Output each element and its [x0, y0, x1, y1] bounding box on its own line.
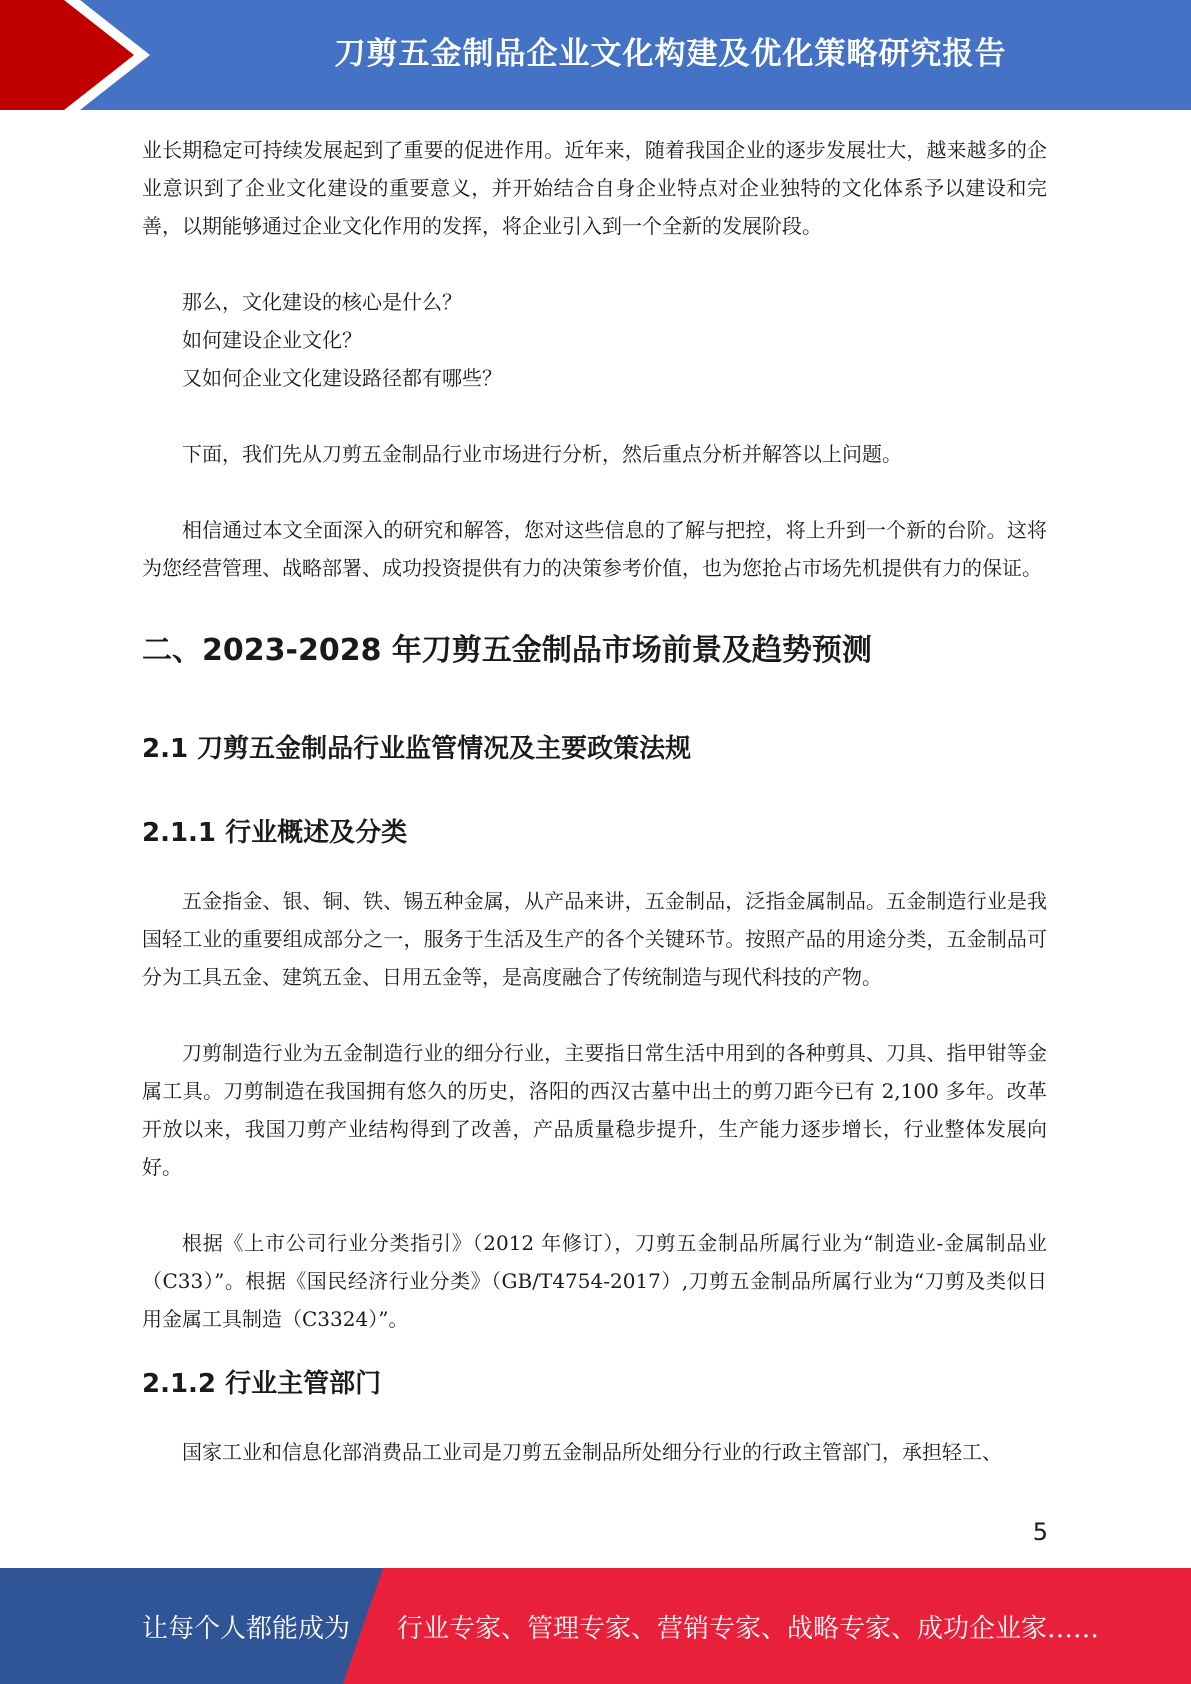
paragraph-wujin: 五金指金、银、铜、铁、锡五种金属，从产品来讲，五金制品，泛指金属制品。五金制造行业是我国轻工业的重要组成部分之一，服务于生活及生产的各个关键环节。按照产品的用途分类，五金制品可分为工具五金、建筑五金、日用五金等，是高度融合了传统制造与现代科技的产物。 — [142, 889, 1047, 989]
paragraph-believe: 相信通过本文全面深入的研究和解答，您对这些信息的了解与把控，将上升到一个新的台阶。这将为您经营管理、战略部署、成功投资提供有力的决策参考价值，也为您抢占市场先机提供有力的保证。 — [142, 518, 1047, 580]
section-2-1-heading: 2.1 刀剪五金制品行业监管情况及主要政策法规 — [142, 734, 692, 764]
section-2-1-1-heading: 2.1.1 行业概述及分类 — [142, 818, 408, 848]
footer-slogan-right: 行业专家、管理专家、营销专家、战略专家、成功企业家…… — [397, 1613, 1100, 1644]
paragraph-daojian: 刀剪制造行业为五金制造行业的细分行业，主要指日常生活中用到的各种剪具、刀具、指甲钳等金属工具。刀剪制造在我国拥有悠久的历史，洛阳的西汉古墓中出土的剪刀距今已有 2,100 多年。改革开放以来，我国刀剪产业结构得到了改善，产品质量稳步提升，生产能力逐步增长，行业整体发展向好。 — [142, 1041, 1047, 1179]
header-title: 刀剪五金制品企业文化构建及优化策略研究报告 — [334, 35, 1007, 72]
intro-paragraph: 业长期稳定可持续发展起到了重要的促进作用。近年来，随着我国企业的逐步发展壮大，越来越多的企业意识到了企业文化建设的重要意义，并开始结合自身企业特点对企业独特的文化体系予以建设和完善，以期能够通过企业文化作用的发挥，将企业引入到一个全新的发展阶段。 — [142, 138, 1047, 238]
question-how: 如何建设企业文化？ — [182, 328, 362, 352]
document-body — [142, 131, 1047, 1471]
paragraph-department: 国家工业和信息化部消费品工业司是刀剪五金制品所处细分行业的行政主管部门，承担轻工、 — [182, 1440, 1002, 1464]
paragraph-classification: 根据《上市公司行业分类指引》（2012 年修订），刀剪五金制品所属行业为“制造业-金属制品业（C33）”。根据《国民经济行业分类》（GB/T4754-2017）,刀剪五金制品所属行业为“刀剪及类似日用金属工具制造（C3324）”。 — [142, 1231, 1047, 1331]
page-header — [0, 0, 1191, 110]
footer-slogan-left: 让每个人都能成为 — [142, 1613, 351, 1644]
page-footer — [0, 1568, 1191, 1684]
page-number: 5 — [1032, 1518, 1048, 1546]
section-2-heading: 二、2023-2028 年刀剪五金制品市场前景及趋势预测 — [142, 633, 872, 668]
question-core: 那么，文化建设的核心是什么？ — [182, 290, 462, 314]
section-2-1-2-heading: 2.1.2 行业主管部门 — [142, 1369, 382, 1399]
question-path: 又如何企业文化建设路径都有哪些？ — [182, 366, 502, 390]
paragraph-next: 下面，我们先从刀剪五金制品行业市场进行分析，然后重点分析并解答以上问题。 — [182, 442, 902, 466]
